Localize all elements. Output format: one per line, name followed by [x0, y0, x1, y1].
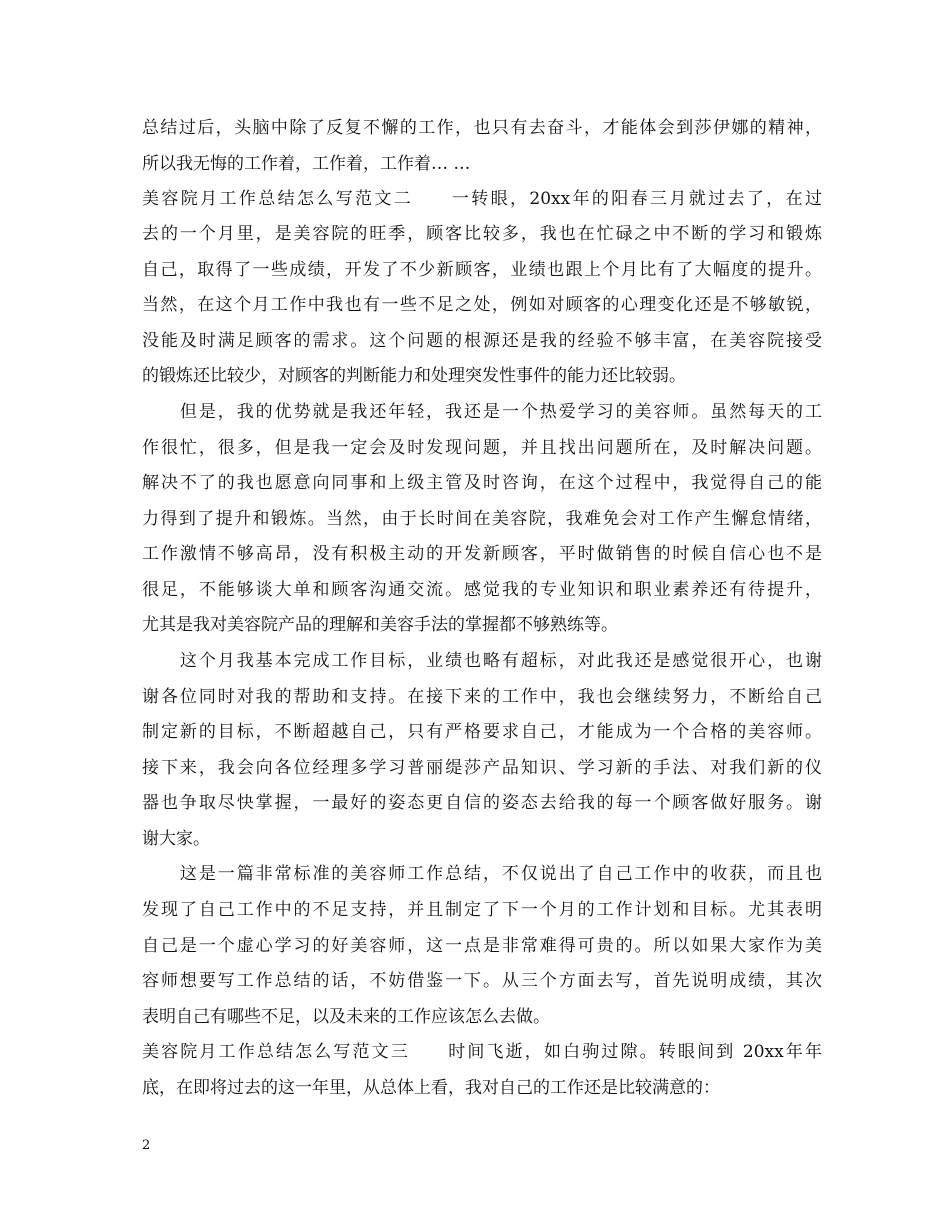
text-line: 发现了自己工作中的不足支持，并且制定了下一个月的工作计划和目标。尤其表明: [142, 900, 822, 920]
page-number: 2: [142, 1138, 151, 1153]
text-line: 尤其是我对美容院产品的理解和美容手法的掌握都不够熟练等。: [142, 615, 618, 635]
text-line: 这个月我基本完成工作目标，业绩也略有超标，对此我还是感觉很开心，也谢: [142, 651, 822, 671]
text-line: 底，在即将过去的这一年里，从总体上看，我对自己的工作还是比较满意的：: [142, 1078, 720, 1098]
text-line: 自己是一个虚心学习的好美容师，这一点是非常难得可贵的。所以如果大家作为美: [142, 936, 822, 956]
text-line: 解决不了的我也愿意向同事和上级主管及时咨询，在这个过程中，我觉得自己的能: [142, 473, 822, 493]
text-line: 谢各位同时对我的帮助和支持。在接下来的工作中，我也会继续努力，不断给自己: [142, 687, 822, 707]
text-line: 但是，我的优势就是我还年轻，我还是一个热爱学习的美容师。虽然每天的工: [142, 402, 822, 422]
text-line: 表明自己有哪些不足，以及未来的工作应该怎么去做。: [142, 1007, 550, 1027]
text-line: 谢大家。: [142, 829, 210, 849]
section-heading-line: 美容院月工作总结怎么写范文三 时间飞逝，如白驹过隙。转眼间到 20xx年年: [142, 1042, 822, 1062]
text-line: 力得到了提升和锻炼。当然，由于长时间在美容院，我难免会对工作产生懈怠情绪，: [142, 509, 822, 529]
text-line: 自己，取得了一些成绩，开发了不少新顾客，业绩也跟上个月比有了大幅度的提升。: [142, 260, 822, 280]
text-line: 作很忙，很多，但是我一定会及时发现问题，并且找出问题所在，及时解决问题。: [142, 438, 822, 458]
text-line: 器也争取尽快掌握，一最好的姿态更自信的姿态去给我的每一个顾客做好服务。谢: [142, 793, 822, 813]
text-line: 去的一个月里，是美容院的旺季，顾客比较多，我也在忙碌之中不断的学习和锻炼: [142, 224, 822, 244]
text-line: 制定新的目标，不断超越自己，只有严格要求自己，才能成为一个合格的美容师。: [142, 722, 822, 742]
text-line: 接下来，我会向各位经理多学习普丽缇莎产品知识、学习新的手法、对我们新的仪: [142, 758, 822, 778]
text-line: 容师想要写工作总结的话，不妨借鉴一下。从三个方面去写，首先说明成绩，其次: [142, 971, 822, 991]
text-line: 当然，在这个月工作中我也有一些不足之处，例如对顾客的心理变化还是不够敏锐，: [142, 295, 822, 315]
text-line: 很足，不能够谈大单和顾客沟通交流。感觉我的专业知识和职业素养还有待提升，: [142, 580, 822, 600]
text-line: 的锻炼还比较少，对顾客的判断能力和处理突发性事件的能力还比较弱。: [142, 366, 686, 386]
section-heading-line: 美容院月工作总结怎么写范文二 一转眼，20xx年的阳春三月就过去了，在过: [142, 189, 822, 209]
text-line: 所以我无悔的工作着，工作着，工作着… …: [142, 154, 471, 174]
text-line: 这是一篇非常标准的美容师工作总结，不仅说出了自己工作中的收获，而且也: [142, 864, 822, 884]
text-line: 没能及时满足顾客的需求。这个问题的根源还是我的经验不够丰富，在美容院接受: [142, 331, 822, 351]
text-line: 工作激情不够高昂，没有积极主动的开发新顾客，平时做销售的时候自信心也不是: [142, 544, 822, 564]
text-line: 总结过后，头脑中除了反复不懈的工作，也只有去奋斗，才能体会到莎伊娜的精神，: [142, 118, 822, 138]
